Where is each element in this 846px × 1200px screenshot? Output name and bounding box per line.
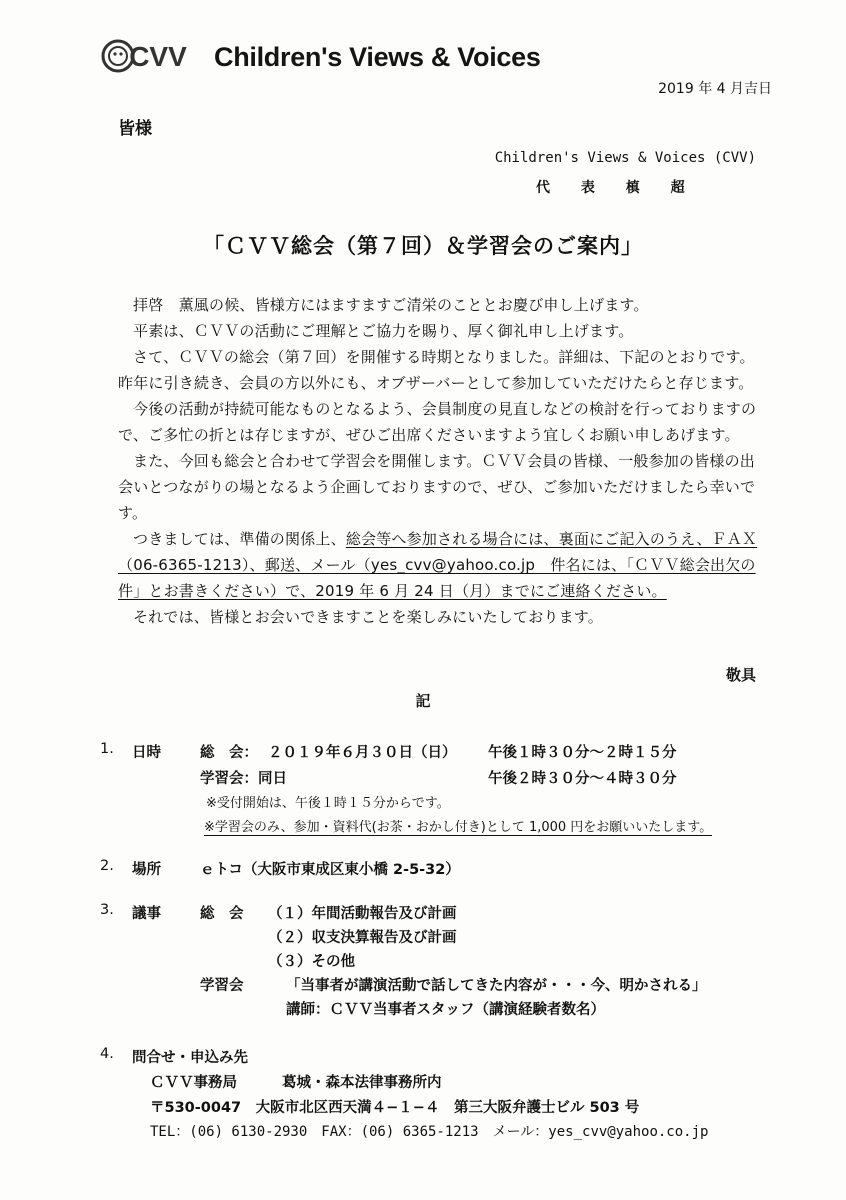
rsvp-instructions: 総会等へ参加される場合には、裏面にご記入のうえ、ＦＡＸ（06-6365-1213）、郵送、メール（yes_cvv@yahoo.co.jp 件名には、「ＣＶＶ総会出欠の件」とお書きください）で、2019 年 6 月 24 日（月）までにご連絡ください。: [118, 530, 758, 600]
membership-paragraph: 今後の活動が持続可能なものとなるよう、会員制度の見直しなどの検討を行っておりますので、ご多忙の折とは存じますが、ぜひご出席くださいますよう宜しくお願い申しあげます。: [118, 400, 757, 444]
closing-paragraph: それでは、皆様とお会いできますことを楽しみにいたしております。: [133, 608, 604, 626]
rsvp-intro: つきましては、準備の関係上、: [133, 530, 346, 548]
section-3-number: 3.: [100, 902, 114, 918]
office-name: ＣＶＶ事務局: [150, 1075, 237, 1091]
office-location: 葛城・森本法律事務所内: [282, 1075, 442, 1091]
general-meeting-label: 総 会：: [200, 745, 258, 761]
representative: 代 表 槙 超: [536, 180, 687, 196]
section-2-number: 2.: [100, 858, 114, 874]
general-meeting-time: 午後１時３０分～２時１５分: [488, 745, 677, 761]
section-4-label: 問合せ・申込み先: [132, 1050, 248, 1066]
contact-info: TEL：(06) 6130-2930 FAX：(06) 6365-1213 メール：yes_cvv@yahoo.co.jp: [150, 1124, 709, 1140]
agenda-item-1: （１）年間活動報告及び計画: [268, 906, 457, 922]
study-session-label: 学習会：同日: [200, 771, 287, 787]
agenda-item-3: （３）その他: [268, 954, 355, 970]
office-address: 〒530-0047 大阪市北区西天満４−１−４ 第三大阪弁護士ビル 503 号: [150, 1100, 640, 1116]
section-2-label: 場所: [132, 862, 161, 878]
cvv-logo-icon: [100, 36, 196, 76]
recipient: 皆様: [118, 119, 152, 139]
closing-word: 敬具: [725, 666, 756, 684]
notes-heading: 記: [415, 692, 431, 710]
rsvp-paragraph: [118, 526, 758, 604]
organization-name: Children's Views & Voices (CVV): [494, 150, 756, 166]
agenda-study-label: 学習会: [200, 978, 244, 994]
agenda-meeting-label: 総 会: [200, 906, 244, 922]
study-session-time: 午後２時３０分～４時３０分: [488, 771, 677, 787]
logo-text: Children's Views & Voices: [214, 42, 541, 72]
section-1-label: 日時: [132, 745, 161, 761]
page-title: 「ＣＶＶ総会（第７回）＆学習会のご案内」: [203, 234, 643, 258]
fee-note: ※学習会のみ、参加・資料代(お茶・おかし付き)として 1,000 円をお願いいたします。: [204, 816, 712, 836]
letter-body: [118, 292, 758, 630]
lecturer: 講師：ＣＶＶ当事者スタッフ（講演経験者数名）: [286, 1002, 605, 1018]
agenda-item-2: （２）収支決算報告及び計画: [268, 930, 457, 946]
section-1-number: 1.: [100, 741, 114, 757]
thanks-paragraph: 平素は、ＣＶＶの活動にご理解とご協力を賜り、厚く御礼申し上げます。: [133, 322, 634, 340]
meeting-paragraph: さて、ＣＶＶの総会（第７回）を開催する時期となりました。詳細は、下記のとおりです。昨年に引き続き、会員の方以外にも、オブザーバーとして参加していただけたらと存じます。: [118, 348, 755, 392]
greeting-paragraph: 拝啓 薫風の候、皆様方にはますますご清栄のこととお慶び申し上げます。: [133, 296, 649, 314]
reception-note: ※受付開始は、午後１時１５分からです。: [206, 796, 450, 811]
document-date: 2019 年 4 月吉日: [658, 81, 772, 97]
study-session-paragraph: また、今回も総会と合わせて学習会を開催します。ＣＶＶ会員の皆様、一般参加の皆様の出会いとつながりの場となるよう企画しておりますので、ぜひ、ご参加いただけましたら幸いです。: [118, 452, 756, 522]
study-session-title: 「当事者が講演活動で話してきた内容が・・・今、明かされる」: [286, 978, 707, 994]
section-3-label: 議事: [132, 906, 161, 922]
section-4-number: 4.: [100, 1046, 114, 1062]
venue: ｅトコ（大阪市東成区東小橋 2-5-32）: [200, 862, 460, 878]
general-meeting-date: ２０１９年６月３０日（日）: [268, 745, 457, 761]
svg-text:CVV: CVV: [129, 41, 187, 72]
